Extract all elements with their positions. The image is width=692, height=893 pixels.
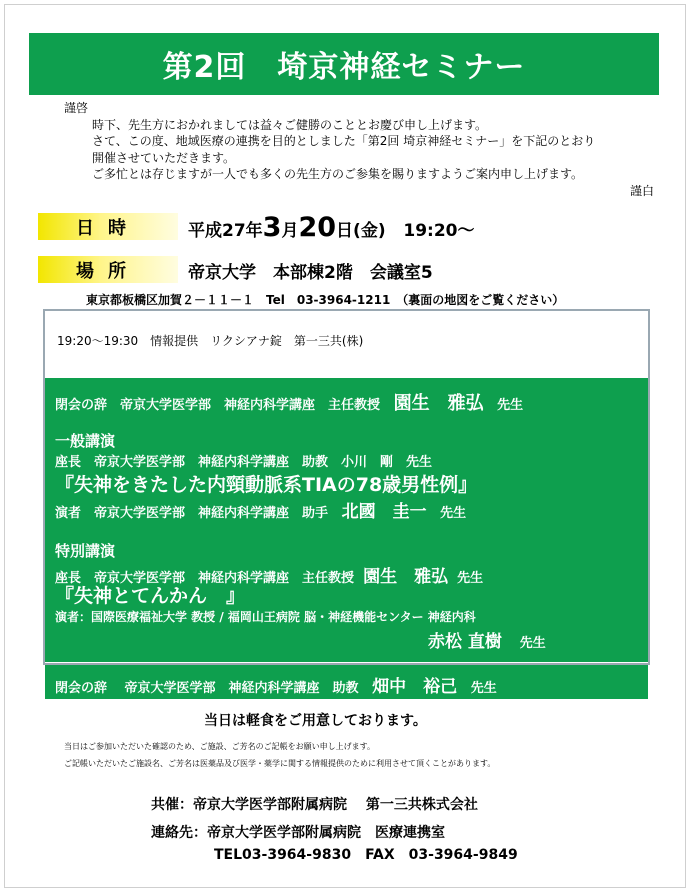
general-lecture-speaker xyxy=(55,497,466,522)
general-lecture-heading: 一般講演 xyxy=(55,432,116,450)
general-lecture-speaker-label: 演者 帝京大学医学部 神経内科学講座 助手 xyxy=(55,506,329,521)
closing-remarks xyxy=(55,672,497,697)
greeting-closing: 謹白 xyxy=(629,183,654,198)
opening-remarks-suffix: 先生 xyxy=(497,398,524,413)
special-lecture-chair-label: 座長 帝京大学医学部 神経内科学講座 主任教授 xyxy=(55,571,355,586)
opening-remarks xyxy=(55,389,523,415)
special-lecture-title: 『失神とてんかん 』 xyxy=(55,585,246,607)
greeting-line: さて、この度、地域医療の連携を目的としました「第2回 埼京神経セミナー」を下記のとおり xyxy=(92,134,596,148)
venue-address: 東京都板橋区加賀２－１１－１ Tel 03-3964-1211 （裏面の地図をご覧ください） xyxy=(86,293,565,307)
date-day-unit: 日 xyxy=(336,221,354,241)
venue-label: 場所 xyxy=(38,256,178,283)
light-meal-notice: 当日は軽食をご用意しております。 xyxy=(204,713,427,729)
greeting-opening: 謹啓 xyxy=(64,101,89,115)
date-month: 3 xyxy=(262,212,282,243)
general-lecture-title: 『失神をきたした内頸動脈系TIAの78歳男性例』 xyxy=(55,474,478,496)
greeting-line: 開催させていただきます。 xyxy=(92,150,236,165)
info-provision: 19:20～19:30 情報提供 リクシアナ錠 第一三共(株) xyxy=(57,334,364,348)
special-lecture-chair-suffix: 先生 xyxy=(457,571,484,586)
datetime-value xyxy=(188,212,474,243)
contact-info: 連絡先：帝京大学医学部附属病院 医療連携室 xyxy=(151,825,445,841)
date-era: 平成27年 xyxy=(188,221,263,241)
special-lecture-speaker-name: 赤松 直樹 xyxy=(428,632,502,652)
co-sponsor: 共催：帝京大学医学部附属病院 第一三共株式会社 xyxy=(151,797,478,813)
seminar-title: 第2回 埼京神経セミナー xyxy=(162,50,526,85)
registration-note: 当日はご参加いただいた確認のため、ご施設、ご芳名のご記帳をお願い申し上げます。 xyxy=(64,742,376,751)
general-lecture-chair: 座長 帝京大学医学部 神経内科学講座 助教 小川 剛 先生 xyxy=(55,455,433,470)
tel-fax: TEL03-3964-9830 FAX 03-3964-9849 xyxy=(214,847,518,863)
date-time: 19:20～ xyxy=(403,221,475,241)
greeting-line: 時下、先生方におかれましては益々ご健勝のこととお慶び申し上げます。 xyxy=(92,117,488,132)
venue-name: 帝京大学 本部棟2階 会議室5 xyxy=(188,263,433,283)
special-lecture-chair-name: 園生 雅弘 xyxy=(363,567,449,587)
closing-remarks-suffix: 先生 xyxy=(470,681,497,696)
special-lecture-speaker xyxy=(428,627,546,652)
closing-remarks-name: 畑中 裕己 xyxy=(372,677,458,697)
special-lecture-speaker-suffix: 先生 xyxy=(519,636,546,651)
privacy-note: ご記帳いただいたご施設名、ご芳名は医薬品及び医学・薬学に関する情報提供のために利用させて頂くことがあります。 xyxy=(64,759,496,768)
greeting-line: ご多忙とは存じますが一人でも多くの先生方のご参集を賜りますようご案内申し上げます。 xyxy=(92,167,584,181)
title-banner xyxy=(29,33,659,95)
special-lecture-affiliation: 演者：国際医療福祉大学 教授 / 福岡山王病院 脳・神経機能センター 神経内科 xyxy=(55,610,476,624)
general-lecture-speaker-suffix: 先生 xyxy=(440,506,467,521)
opening-remarks-name: 園生 雅弘 xyxy=(393,393,484,414)
general-lecture-speaker-name: 北國 圭一 xyxy=(341,502,427,522)
closing-remarks-label: 閉会の辞 帝京大学医学部 神経内科学講座 助教 xyxy=(55,681,359,696)
date-weekday: (金) xyxy=(353,221,386,241)
date-month-unit: 月 xyxy=(281,221,299,241)
special-lecture-heading: 特別講演 xyxy=(55,542,116,560)
opening-remarks-label: 閉会の辞 帝京大学医学部 神経内科学講座 主任教授 xyxy=(55,398,381,413)
date-day: 20 xyxy=(298,212,337,243)
greeting-block xyxy=(64,100,654,199)
datetime-label: 日時 xyxy=(38,213,178,240)
